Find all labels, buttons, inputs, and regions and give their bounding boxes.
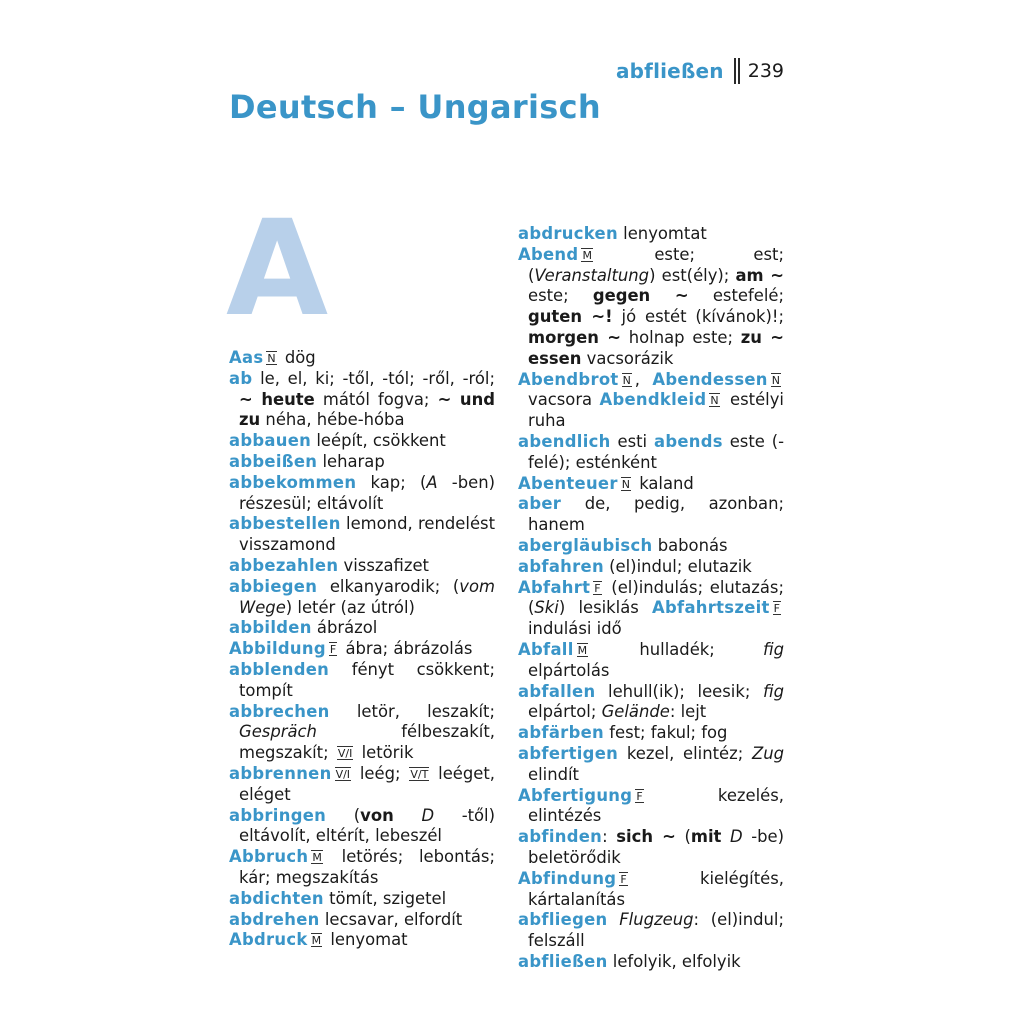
translation-text: elpártol; (528, 702, 602, 722)
translation-text: lecsavar, elfordít (324, 909, 463, 929)
phrase-bold: gegen ~ (592, 286, 689, 306)
translation-text: (el)indul; elutazik (609, 556, 752, 576)
running-head (616, 58, 784, 84)
dictionary-entry (518, 640, 784, 682)
translation-text: leég; (359, 763, 407, 783)
headword: Abfall (518, 639, 574, 659)
label-italic: A (426, 472, 438, 492)
translation-text: fényt csökkent; tompít (239, 659, 495, 700)
label-italic: Zug (751, 743, 784, 763)
dictionary-entry (518, 869, 784, 911)
dictionary-entry (518, 370, 784, 432)
translation-text: letörik (361, 743, 414, 763)
grammar-box: N (267, 352, 276, 365)
phrase-bold: zu ~ essen (528, 327, 784, 368)
headword: aber (518, 494, 562, 514)
phrase-bold: guten ~! (528, 307, 613, 327)
headword: Abfertigung (518, 785, 633, 805)
translation-text: , (634, 369, 653, 389)
dictionary-entry (229, 473, 495, 515)
dictionary-entry (229, 930, 495, 951)
translation-text: -ben) részesül; eltávolít (239, 472, 495, 513)
dictionary-entry (229, 910, 495, 931)
grammar-box: F (594, 581, 601, 595)
translation-text: de, pedig, azonban; hanem (528, 494, 784, 535)
headword: abends (653, 431, 723, 451)
grammar-box: V/I (337, 747, 353, 761)
dictionary-entry (229, 639, 495, 660)
translation-text: lenyomtat (623, 224, 707, 243)
translation-text: lehull(ik); leesik; (608, 681, 763, 701)
dictionary-entry (518, 494, 784, 536)
headword: Abend (518, 244, 579, 264)
translation-text: leépít, csökkent (316, 431, 446, 451)
translation-text: ) lesiklás (558, 598, 652, 618)
translation-text: (el)indulás; elutazás; ( (528, 577, 784, 618)
phrase-bold: am ~ (735, 265, 784, 285)
translation-text: -be) beletörődik (528, 827, 785, 867)
grammar-box: F (620, 872, 627, 886)
dictionary-entry (229, 660, 495, 702)
translation-text: estélyi ruha (528, 390, 784, 431)
dictionary-entry (229, 514, 495, 556)
translation-text: este (-felé); esténként (528, 431, 784, 472)
translation-text: lenyomat (330, 930, 408, 950)
dictionary-entry (229, 452, 495, 473)
headword: Abbildung (229, 639, 326, 659)
translation-text: jó estét (kívánok)!; (612, 307, 785, 327)
dictionary-entry (518, 224, 784, 245)
column-left (229, 348, 495, 951)
translation-text: félbeszakít, megszakít; (239, 722, 495, 763)
headword: abfinden (518, 827, 603, 847)
headword: Abfahrt (518, 577, 591, 597)
headword: abbezahlen (229, 555, 339, 575)
translation-text: esti (617, 431, 654, 451)
translation-text: leéget, eléget (239, 763, 495, 804)
label-italic: D (421, 805, 435, 825)
translation-text: vacsora (528, 390, 600, 410)
dictionary-entry (518, 245, 784, 370)
dictionary-entry (518, 723, 784, 744)
translation-text: hulladék; (639, 639, 763, 659)
dictionary-entry (518, 786, 784, 828)
dictionary-entry (518, 910, 784, 952)
dictionary-entry (518, 557, 784, 578)
translation-text: elkanyarodik; ( (329, 576, 460, 596)
translation-text: indulási idő (528, 619, 622, 639)
translation-text: tömít, szigetel (329, 888, 447, 908)
translation-text: lefolyik, elfolyik (612, 951, 741, 971)
translation-text: ) letér (az útról) (285, 597, 415, 617)
headword: abfallen (518, 681, 596, 701)
phrase-bold: mit (690, 827, 722, 847)
translation-text: : (602, 827, 617, 847)
dictionary-entry (518, 952, 784, 973)
headword: abfärben (518, 723, 604, 743)
translation-text: leharap (322, 451, 385, 471)
translation-text: : lejt (669, 702, 707, 722)
label-italic: fig (763, 639, 784, 659)
translation-text: lemond, rendelést visszamond (239, 514, 495, 555)
translation-text: kap; ( (370, 472, 427, 492)
headword: Abenteuer (518, 473, 618, 493)
translation-text: visszafizet (343, 555, 429, 575)
headword: Abdruck (229, 930, 308, 950)
headword: abbiegen (229, 576, 318, 596)
headword: abbauen (229, 431, 312, 451)
headword: abbringen (229, 805, 327, 825)
translation-text: kezelés, elintézés (528, 785, 784, 826)
headword: Abendbrot (518, 369, 619, 389)
dictionary-entry (518, 827, 784, 869)
headword: Abbruch (229, 847, 309, 867)
label-italic: D (730, 827, 743, 847)
grammar-box: N (622, 373, 631, 387)
headword: abblenden (229, 659, 330, 679)
translation-text: ( (675, 827, 691, 847)
grammar-box: M (312, 851, 322, 865)
dictionary-entry (518, 744, 784, 786)
headword: abbrennen (229, 763, 332, 783)
dictionary-entry (229, 556, 495, 577)
label-italic: vom Wege (239, 576, 495, 617)
label-italic: Veranstaltung (534, 265, 650, 285)
phrase-bold: von (360, 805, 394, 825)
dictionary-entry (229, 431, 495, 452)
dictionary-entry (229, 369, 495, 431)
phrase-bold: ~ und zu (239, 389, 495, 430)
label-italic: Ski (534, 598, 559, 618)
translation-text (394, 806, 422, 825)
headword: Abfindung (518, 868, 617, 888)
dictionary-entry (229, 889, 495, 910)
translation-text: le, el, ki; -től, -tól; -ről, -ról; (260, 368, 495, 388)
translation-text: kielégítés, kártalanítás (528, 868, 784, 909)
page-number: 239 (747, 60, 784, 82)
dictionary-entry (518, 536, 784, 557)
translation-text: ábra; ábrázolás (345, 639, 473, 659)
dictionary-entry (229, 577, 495, 619)
dictionary-entry (229, 348, 495, 369)
label-italic: Gelände (601, 702, 670, 722)
headword: Abendkleid (599, 390, 707, 410)
translation-text: mától fogva; (314, 389, 438, 409)
headword: abergläubisch (518, 535, 653, 555)
headword: abbrechen (229, 701, 330, 721)
dictionary-entry (229, 847, 495, 889)
label-italic: Gespräch (239, 722, 317, 742)
headword: abbekommen (229, 472, 357, 492)
dictionary-entry (229, 618, 495, 639)
headword: abdichten (229, 888, 324, 908)
headword: abfertigen (518, 743, 619, 763)
dictionary-entry (229, 764, 495, 806)
section-letter: A (226, 192, 329, 346)
section-title: Deutsch – Ungarisch (229, 88, 601, 126)
grammar-box: N (710, 394, 719, 408)
grammar-box: F (773, 602, 780, 616)
headword: abbeißen (229, 451, 318, 471)
running-head-separator (734, 58, 740, 84)
headword: abbilden (229, 618, 312, 638)
dictionary-entry (518, 474, 784, 495)
dictionary-entry (518, 432, 784, 474)
dictionary-entry (518, 682, 784, 724)
grammar-box: M (582, 248, 592, 262)
translation-text: dög (284, 348, 316, 367)
translation-text: letör, leszakít; (356, 701, 495, 721)
headword: abdrucken (518, 224, 618, 243)
grammar-box: N (621, 477, 630, 491)
grammar-box: M (577, 643, 588, 657)
translation-text: holnap este; (620, 327, 741, 347)
translation-text: este; est; ( (528, 244, 784, 285)
translation-text: vacsorázik (581, 348, 674, 368)
running-head-word: abfließen (615, 59, 724, 83)
headword: abfließen (518, 951, 608, 971)
translation-text: fest; fakul; fog (609, 723, 728, 743)
headword: abfliegen (518, 910, 608, 930)
translation-text: kaland (639, 473, 694, 493)
headword: Abendessen (652, 369, 768, 389)
translation-text: -től) eltávolít, eltérít, lebeszél (239, 805, 496, 846)
label-italic: Flugzeug (619, 910, 694, 930)
headword: abbestellen (229, 514, 341, 534)
phrase-bold: sich ~ (616, 827, 676, 847)
translation-text: ) est(ély); (649, 265, 736, 285)
translation-text: letörés; lebontás; kár; megszakítás (239, 847, 495, 887)
translation-text: babonás (657, 535, 728, 555)
headword: ab (229, 368, 253, 388)
headword: abfahren (518, 556, 604, 576)
translation-text: ( (353, 805, 361, 825)
grammar-box: M (311, 934, 322, 948)
translation-text: elindít (528, 764, 579, 784)
translation-text: estefelé; (688, 286, 784, 306)
dictionary-entry (229, 702, 495, 764)
translation-text: kezel, elintéz; (626, 743, 752, 763)
grammar-box: F (329, 643, 337, 657)
translation-text: este; (528, 286, 593, 306)
phrase-bold: ~ heute (239, 389, 315, 409)
headword: Abfahrtszeit (652, 598, 770, 618)
grammar-box: F (636, 789, 643, 803)
translation-text: néha, hébe-hóba (260, 410, 405, 430)
column-right (518, 224, 784, 973)
grammar-box: V/T (410, 767, 429, 781)
headword: Aas (229, 348, 264, 367)
dictionary-entry (229, 806, 495, 848)
headword: abendlich (518, 431, 611, 451)
translation-text (721, 827, 730, 846)
translation-text: elpártolás (528, 660, 610, 680)
grammar-box: V/I (335, 767, 351, 781)
grammar-box: N (771, 373, 780, 387)
dictionary-entry (518, 578, 784, 640)
translation-text: ábrázol (316, 618, 378, 638)
headword: abdrehen (229, 909, 320, 929)
label-italic: fig (762, 681, 784, 701)
translation-text: : (el)indul; felszáll (528, 910, 784, 951)
phrase-bold: morgen ~ (528, 327, 621, 347)
